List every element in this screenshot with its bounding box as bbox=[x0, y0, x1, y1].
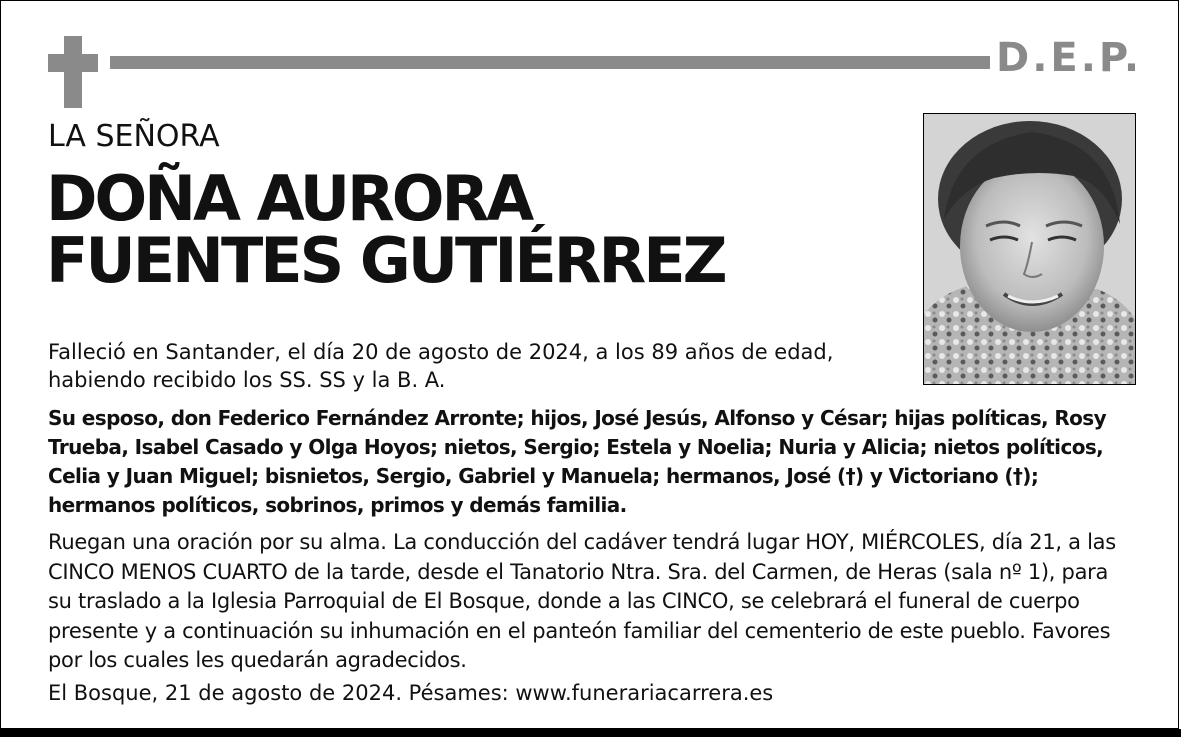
cross-icon bbox=[64, 36, 82, 108]
portrait-photo-icon bbox=[923, 113, 1136, 385]
death-info-line-2: habiendo recibido los SS. SS y la B. A. bbox=[48, 368, 446, 392]
family-list: Su esposo, don Federico Fernández Arronte; hijos, José Jesús, Alfonso y César; hijas políticas, Rosy Trueba, Isabel Casado y Olga Hoyos; nietos, Sergio; Estela y Noelia; Nuria y Alicia; nietos políticos, Celia y Juan Miguel; bisnietos, Sergio, Gabriel y Manuela; hermanos, José (†) y Victoriano (†); hermanos políticos, sobrinos, primos y demás familia. bbox=[48, 406, 1107, 517]
closing-line: El Bosque, 21 de agosto de 2024. Pésames: www.funerariacarrera.es bbox=[48, 681, 774, 705]
cross-icon-bar bbox=[48, 54, 98, 72]
portrait-photo-graphic bbox=[924, 114, 1135, 384]
dep-label: D.E.P. bbox=[996, 35, 1143, 81]
death-info-line-1: Falleció en Santander, el día 20 de agosto de 2024, a los 89 años de edad, bbox=[48, 340, 834, 364]
deceased-name bbox=[46, 162, 725, 297]
header-bar bbox=[110, 56, 990, 69]
salutation: LA SEÑORA bbox=[48, 119, 220, 154]
bottom-rule bbox=[0, 729, 1181, 737]
name-line-1: DOÑA AURORA bbox=[46, 162, 532, 235]
death-info bbox=[48, 338, 908, 394]
name-line-2: FUENTES GUTIÉRREZ bbox=[46, 224, 725, 297]
ceremony-details: Ruegan una oración por su alma. La conducción del cadáver tendrá lugar HOY, MIÉRCOLES, día 21, a las CINCO MENOS CUARTO de la tarde, desde el Tanatorio Ntra. Sra. del Carmen, de Heras (sala nº 1), para su traslado a la Iglesia Parroquial de El Bosque, donde a las CINCO, se celebrará el funeral de cuerpo presente y a continuación su inhumación en el panteón familiar del cementerio de este pueblo. Favores por los cuales les quedarán agradecidos. bbox=[48, 530, 1116, 672]
